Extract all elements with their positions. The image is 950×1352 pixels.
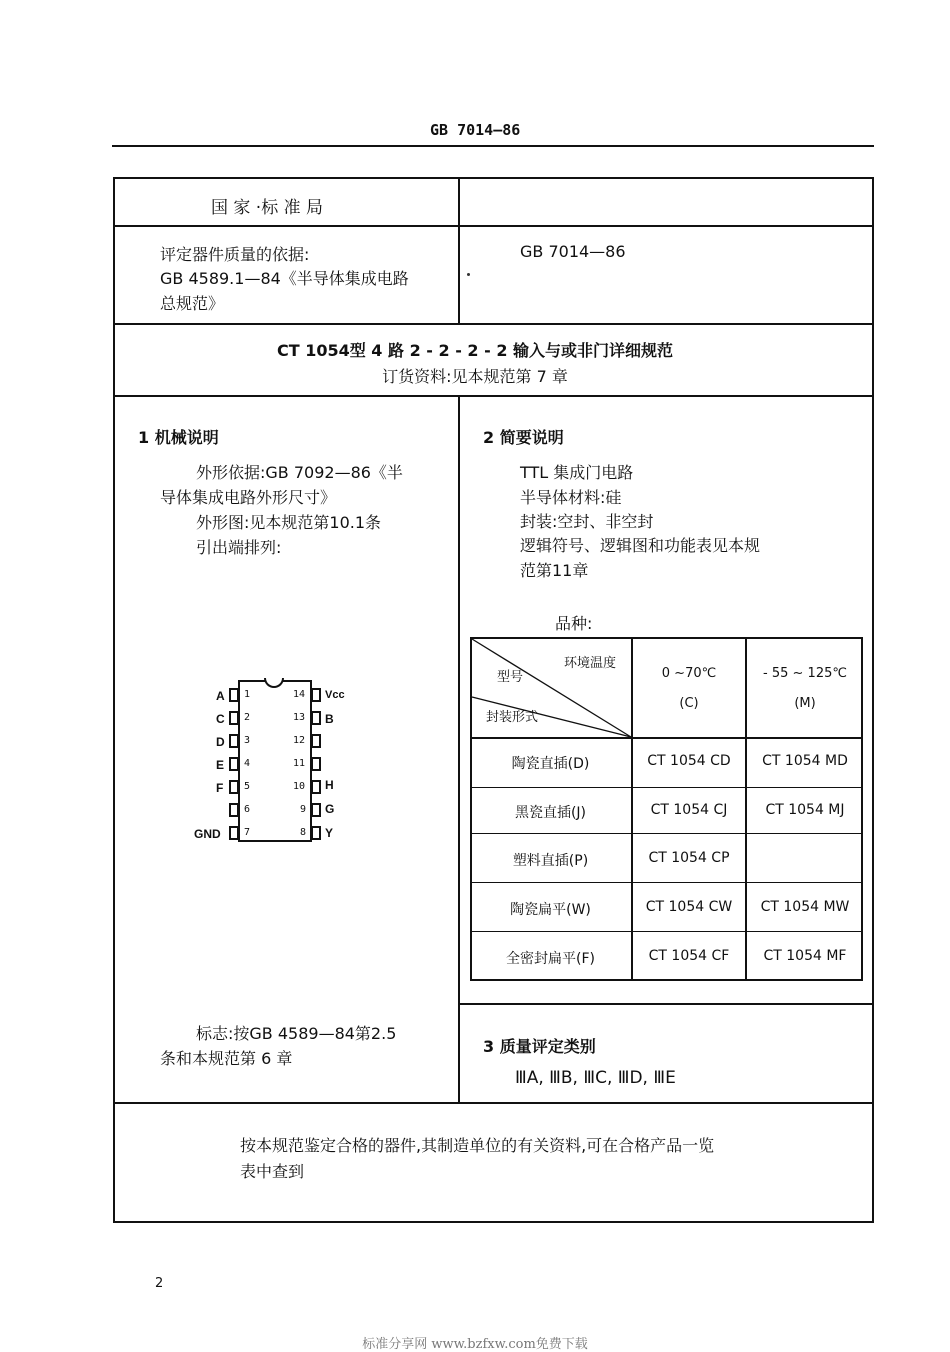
outline-basis-line2: 导体集成电路外形尺寸》 <box>160 488 337 507</box>
pin-label: D <box>216 735 225 749</box>
row-package: 全密封扁平(F) <box>506 951 595 967</box>
pin-number: 3 <box>244 735 251 746</box>
row-package: 塑料直插(P) <box>512 853 589 869</box>
brief-line2: 半导体材料:硅 <box>520 488 622 507</box>
pin-number: 11 <box>293 758 306 769</box>
divider-row2 <box>113 323 874 325</box>
header-rule <box>112 145 874 147</box>
row-m-type: CT 1054 MD <box>762 753 848 769</box>
header-package-type: 封装形式 <box>486 710 539 725</box>
pin-10 <box>311 780 321 794</box>
header-col-c-range: 0 ~70℃ <box>661 666 717 681</box>
pin-label: Vcc <box>325 689 345 701</box>
pin-14 <box>311 688 321 702</box>
outline-drawing-ref: 外形图:见本规范第10.1条 <box>196 513 382 532</box>
divider-main-vertical <box>458 395 460 1103</box>
divider-row4 <box>113 1102 874 1104</box>
pin-label: B <box>325 712 334 726</box>
row-package: 陶瓷直插(D) <box>511 756 590 772</box>
pin-label: Y <box>325 826 334 840</box>
table-hline-2 <box>470 833 863 834</box>
pin-6 <box>229 803 239 817</box>
pin-number: 14 <box>293 689 306 700</box>
marking-line1: 标志:按GB 4589—84第2.5 <box>196 1024 397 1043</box>
pin-9 <box>311 803 321 817</box>
table-hline-1 <box>470 787 863 788</box>
spec-title: CT 1054型 4 路 2 - 2 - 2 - 2 输入与或非门详细规范 <box>276 341 674 360</box>
pin-12 <box>311 734 321 748</box>
pin-11 <box>311 757 321 771</box>
header-col-m-code: (M) <box>794 696 816 711</box>
table-hline-4 <box>470 931 863 932</box>
pin-label: C <box>216 712 225 726</box>
quality-categories: ⅢA, ⅢB, ⅢC, ⅢD, ⅢE <box>515 1068 676 1088</box>
divider-row1 <box>113 225 874 227</box>
row-c-type: CT 1054 CW <box>645 899 733 915</box>
pin-13 <box>311 711 321 725</box>
section2-heading: 2 简要说明 <box>483 428 564 447</box>
row-m-type: CT 1054 MF <box>763 948 847 964</box>
variants-label: 品种: <box>555 614 593 633</box>
pin-label: GND <box>194 827 221 841</box>
brief-line1: TTL 集成门电路 <box>520 463 634 482</box>
header-env-temp: 环境温度 <box>564 656 617 671</box>
pin-8 <box>311 826 321 840</box>
brief-line5: 范第11章 <box>520 561 589 580</box>
section1-heading: 1 机械说明 <box>138 428 219 447</box>
pin-4 <box>229 757 239 771</box>
pin-number: 5 <box>244 781 251 792</box>
pin-label: G <box>325 802 335 816</box>
outline-basis-line1: 外形依据:GB 7092—86《半 <box>196 463 403 482</box>
pin-number: 6 <box>244 804 251 815</box>
pin-3 <box>229 734 239 748</box>
divider-section3 <box>458 1003 874 1005</box>
pin-number: 10 <box>293 781 306 792</box>
row-package: 黑瓷直插(J) <box>514 805 587 821</box>
header-col-m-range: - 55 ~ 125℃ <box>763 666 847 681</box>
header-col-c-code: (C) <box>679 696 699 711</box>
row-m-type: CT 1054 MW <box>760 899 850 915</box>
brief-line4: 逻辑符号、逻辑图和功能表见本规 <box>520 536 761 555</box>
row-c-type: CT 1054 CJ <box>650 802 728 818</box>
pin-number: 7 <box>244 827 251 838</box>
section3-heading: 3 质量评定类别 <box>483 1037 596 1056</box>
note-line1: 按本规范鉴定合格的器件,其制造单位的有关资料,可在合格产品一览 <box>240 1136 715 1155</box>
pin-number: 4 <box>244 758 251 769</box>
row-package: 陶瓷扁平(W) <box>510 902 591 918</box>
pin-number: 9 <box>300 804 307 815</box>
pin-2 <box>229 711 239 725</box>
ordering-info: 订货资料:见本规范第 7 章 <box>382 367 568 386</box>
stray-dot <box>467 273 470 276</box>
pin-number: 1 <box>244 689 251 700</box>
row-c-type: CT 1054 CF <box>648 948 730 964</box>
page-number: 2 <box>155 1276 164 1291</box>
pin-label: F <box>216 781 224 795</box>
row-c-type: CT 1054 CP <box>648 850 730 866</box>
pin-number: 2 <box>244 712 251 723</box>
pin-1 <box>229 688 239 702</box>
pin-7 <box>229 826 239 840</box>
pin-5 <box>229 780 239 794</box>
pin-number: 8 <box>300 827 307 838</box>
basis-reference-line2: 总规范》 <box>160 294 225 313</box>
row-m-type: CT 1054 MJ <box>765 802 845 818</box>
divider-top-vertical <box>458 177 460 325</box>
watermark-footer: 标准分享网 www.bzfxw.com免费下载 <box>362 1337 588 1352</box>
marking-line2: 条和本规范第 6 章 <box>160 1049 293 1068</box>
basis-reference-line1: GB 4589.1—84《半导体集成电路 <box>160 269 409 288</box>
row-c-type: CT 1054 CD <box>647 753 731 769</box>
note-line2: 表中查到 <box>240 1162 305 1181</box>
divider-row3 <box>113 395 874 397</box>
header-standard-number: GB 7014—86 <box>430 121 521 139</box>
pin-number: 12 <box>293 735 306 746</box>
table-hline-3 <box>470 882 863 883</box>
pin-number: 13 <box>293 712 306 723</box>
standard-number-right: GB 7014—86 <box>520 242 626 261</box>
header-model: 型号 <box>497 670 524 685</box>
pin-label: E <box>216 758 225 772</box>
pin-label: A <box>216 689 225 703</box>
bureau-label: 国 家 ·标 准 局 <box>211 198 324 218</box>
basis-label: 评定器件质量的依据: <box>160 245 310 264</box>
pinout-label: 引出端排列: <box>196 538 282 557</box>
brief-line3: 封装:空封、非空封 <box>520 512 654 531</box>
pin-label: H <box>325 778 334 792</box>
